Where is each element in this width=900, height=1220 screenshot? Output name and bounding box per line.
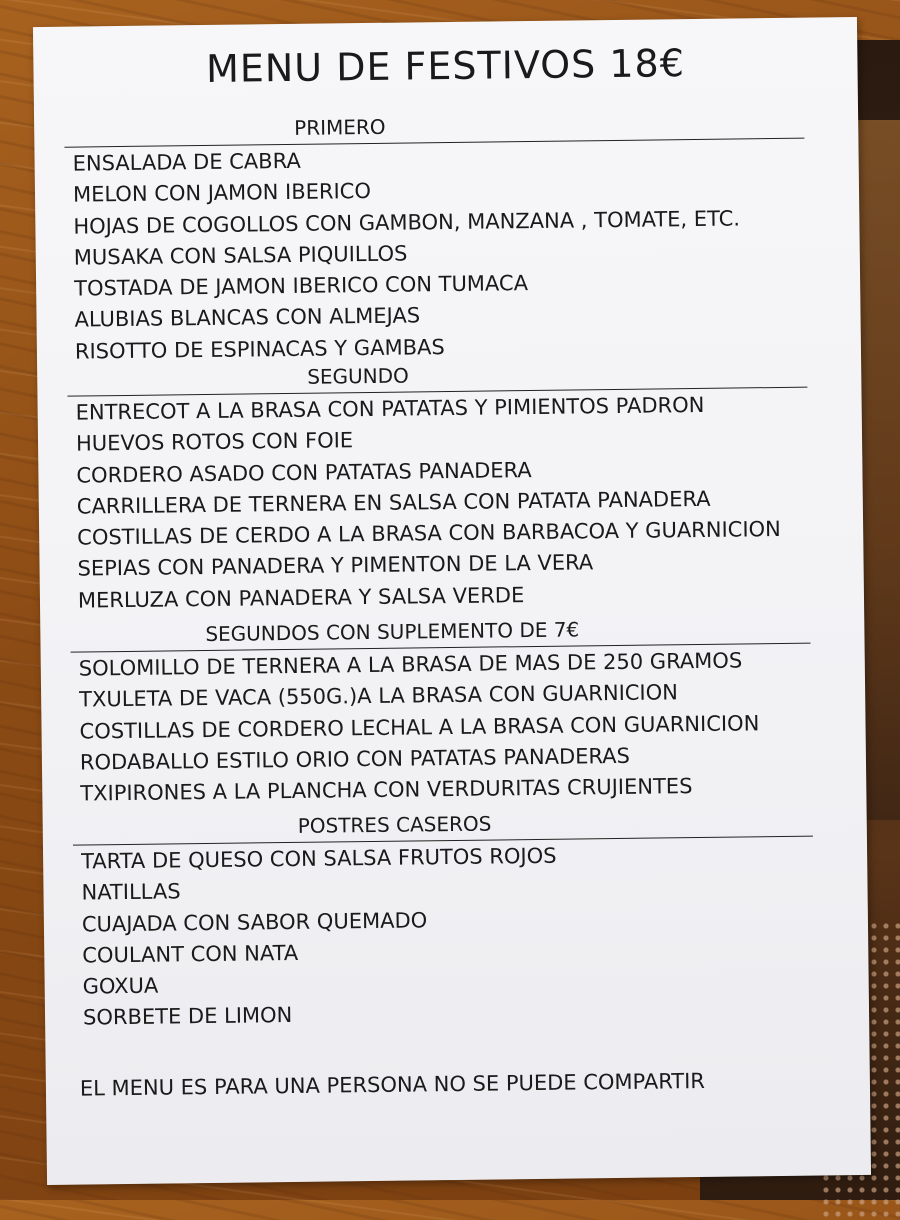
section-items-primero <box>72 140 741 367</box>
section-heading-label: SEGUNDO <box>307 363 409 389</box>
menu-item: MELON CON JAMON IBERICO <box>72 179 372 207</box>
section-heading-label: POSTRES CASEROS <box>297 811 492 838</box>
section-items-segundo <box>75 389 781 617</box>
menu-title: MENU DE FESTIVOS 18€ <box>205 41 686 91</box>
menu-item: CORDERO ASADO CON PATATAS PANADERA <box>76 457 532 488</box>
menu-item: ENTRECOT A LA BRASA CON PATATAS Y PIMIENTOS PADRON <box>75 392 705 425</box>
menu-item: RODABALLO ESTILO ORIO CON PATATAS PANADERAS <box>79 743 631 775</box>
menu-item: COULANT CON NATA <box>82 940 299 968</box>
menu-item: GOXUA <box>82 973 159 999</box>
menu-item: HUEVOS ROTOS CON FOIE <box>75 428 354 456</box>
menu-item: SOLOMILLO DE TERNERA A LA BRASA DE MAS DE 250 GRAMOS <box>78 648 743 681</box>
menu-item: ALUBIAS BLANCAS CON ALMEJAS <box>74 303 421 333</box>
menu-item: CUAJADA CON SABOR QUEMADO <box>81 907 428 937</box>
menu-item: SORBETE DE LIMON <box>82 1003 293 1031</box>
menu-footer-note: EL MENU ES PARA UNA PERSONA NO SE PUEDE COMPARTIR <box>79 1068 706 1101</box>
menu-item: MERLUZA CON PANADERA Y SALSA VERDE <box>77 582 525 613</box>
menu-sheet <box>33 17 871 1185</box>
section-heading-label: SEGUNDOS CON SUPLEMENTO DE 7€ <box>205 617 580 647</box>
menu-item: COSTILLAS DE CERDO A LA BRASA CON BARBACOA Y GUARNICION <box>77 517 781 550</box>
menu-item: MUSAKA CON SALSA PIQUILLOS <box>73 241 408 270</box>
section-heading-postres <box>73 808 813 846</box>
menu-item: TXIPIRONES A LA PLANCHA CON VERDURITAS CRUJIENTES <box>80 774 693 806</box>
menu-item: CARRILLERA DE TERNERA EN SALSA CON PATATA PANADERA <box>76 486 711 519</box>
menu-item: TXULETA DE VACA (550G.)A LA BRASA CON GUARNICION <box>79 680 679 712</box>
section-items-postres <box>81 841 559 1035</box>
menu-item: ENSALADA DE CABRA <box>72 148 301 176</box>
menu-item: TOSTADA DE JAMON IBERICO CON TUMACA <box>74 271 529 301</box>
menu-item: COSTILLAS DE CORDERO LECHAL A LA BRASA CON GUARNICION <box>79 710 760 744</box>
menu-item: HOJAS DE COGOLLOS CON GAMBON, MANZANA , TOMATE, ETC. <box>73 206 741 239</box>
section-heading-label: PRIMERO <box>294 114 386 140</box>
menu-item: NATILLAS <box>81 879 181 905</box>
menu-item: RISOTTO DE ESPINACAS Y GAMBAS <box>74 334 445 364</box>
menu-item: TARTA DE QUESO CON SALSA FRUTOS ROJOS <box>81 843 557 874</box>
section-items-suplemento <box>79 645 761 810</box>
menu-item: SEPIAS CON PANADERA Y PIMENTON DE LA VERA <box>77 550 594 582</box>
